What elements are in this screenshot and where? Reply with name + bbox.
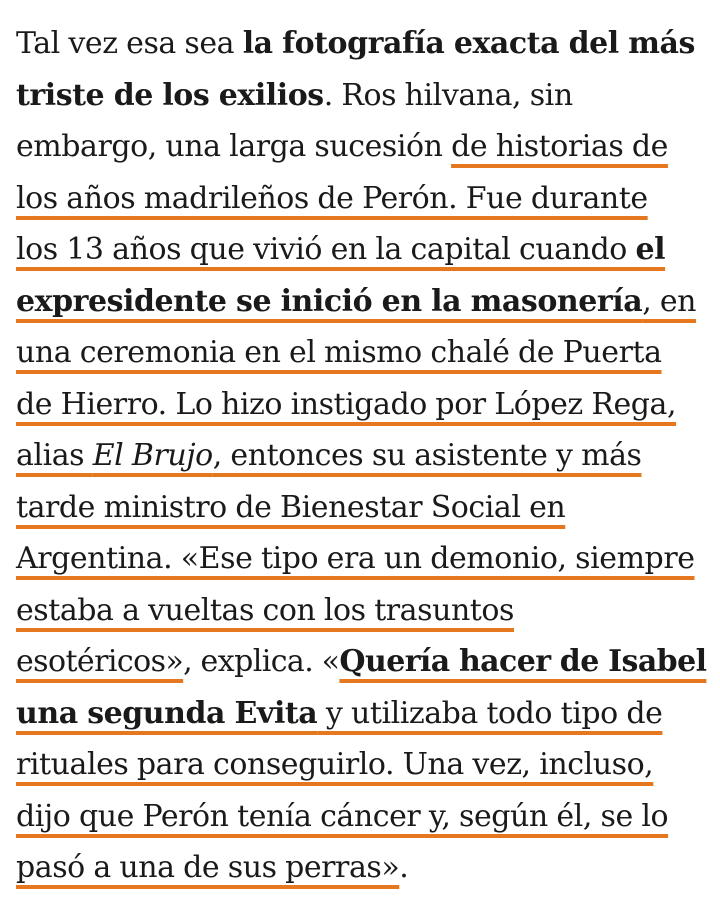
- highlighted-text: alias: [16, 438, 93, 473]
- highlighted-text: los años madrileños de Perón. Fue durante: [16, 180, 648, 216]
- bold-text: triste de los exilios: [16, 77, 324, 113]
- text-line: [16, 379, 706, 431]
- highlighted-text: expresidente se inició en la masonería: [16, 283, 643, 319]
- text-segment: , explica. «: [183, 644, 340, 679]
- text-segment: . Ros hilvana, sin: [323, 77, 573, 113]
- text-line: [16, 327, 706, 379]
- highlighted-text: dijo que Perón tenía cáncer y, según él, se lo: [16, 798, 669, 834]
- bold-text: la fotografía exacta del más: [242, 26, 695, 61]
- highlighted-text: y utilizaba todo tipo de: [317, 695, 663, 731]
- highlighted-text: el: [635, 232, 666, 267]
- text-line: [16, 688, 706, 740]
- highlighted-text: rituales para conseguirlo. Una vez, incluso,: [16, 747, 654, 782]
- text-line: [16, 482, 706, 534]
- text-line: [16, 121, 706, 173]
- text-line: [16, 585, 706, 637]
- text-line: [16, 224, 706, 276]
- text-line: [16, 173, 706, 225]
- text-segment: embargo, una larga sucesión: [16, 129, 452, 164]
- text-line: [16, 791, 706, 843]
- highlighted-text: Argentina. «Ese tipo era un demonio, siempre: [16, 541, 695, 576]
- text-segment: Tal vez esa sea: [16, 26, 243, 61]
- highlighted-text: estaba a vueltas con los trasuntos: [16, 592, 514, 628]
- highlighted-text: esotéricos»: [16, 644, 184, 679]
- text-line: [16, 18, 706, 70]
- highlighted-text: El Brujo: [92, 438, 213, 473]
- highlighted-text: tarde ministro de Bienestar Social en: [16, 489, 566, 525]
- text-line: [16, 636, 706, 688]
- highlighted-text: , en: [642, 283, 697, 319]
- text-line: [16, 842, 706, 894]
- text-segment: .: [399, 850, 409, 885]
- highlighted-text: pasó a una de sus perras»: [16, 850, 400, 885]
- highlighted-text: de historias de: [451, 129, 668, 164]
- text-line: [16, 276, 706, 328]
- highlighted-text: , entonces su asistente y más: [212, 438, 642, 473]
- highlighted-text: de Hierro. Lo hizo instigado por López Rega,: [16, 386, 677, 422]
- text-line: [16, 739, 706, 791]
- highlighted-text: Quería hacer de Isabel: [339, 644, 707, 679]
- highlighted-text: los 13 años que vivió en la capital cuando: [16, 232, 636, 267]
- text-line: [16, 70, 706, 122]
- highlighted-text: una segunda Evita: [16, 695, 318, 731]
- text-line: [16, 430, 706, 482]
- text-line: [16, 533, 706, 585]
- highlighted-text: una ceremonia en el mismo chalé de Puerta: [16, 335, 662, 370]
- article-paragraph: [16, 18, 706, 894]
